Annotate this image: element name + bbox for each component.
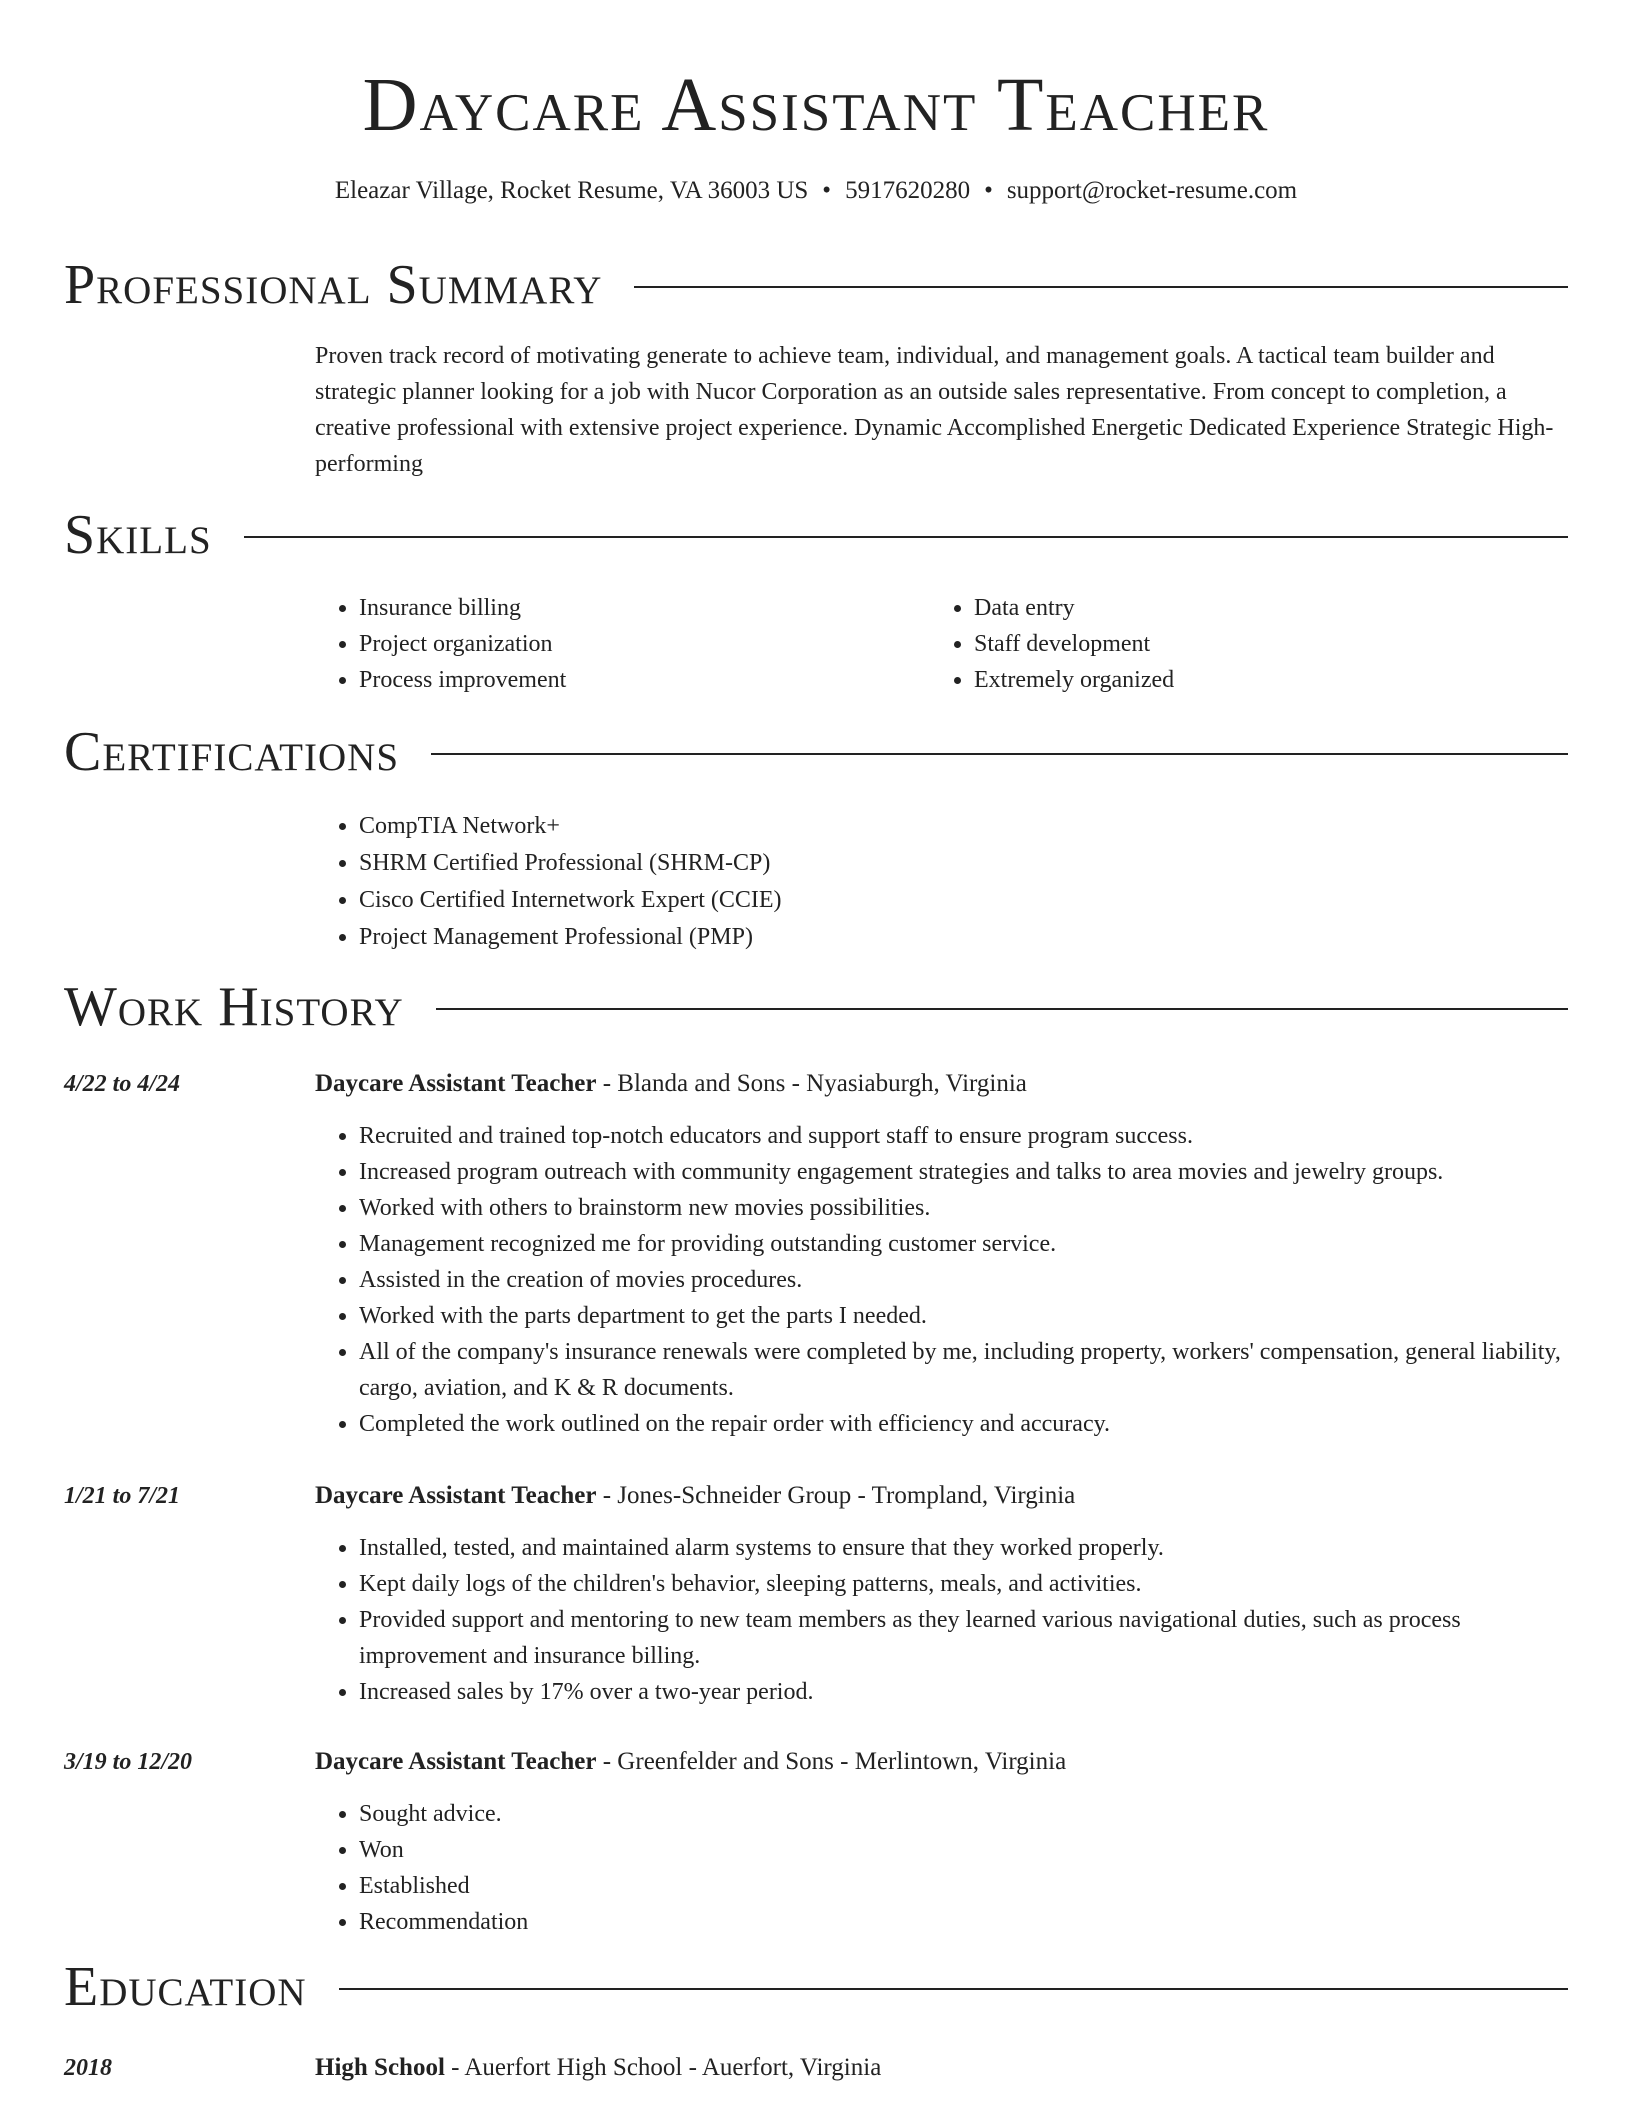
section-header-summary xyxy=(64,250,1568,320)
section-divider xyxy=(436,1008,1568,1010)
certification-item: • CompTIA Network+ xyxy=(359,808,1568,845)
job-dates: 3/19 to 12/20 xyxy=(64,1749,193,1775)
skill-item: • Staff development xyxy=(974,626,1490,662)
job-dates: 1/21 to 7/21 xyxy=(64,1483,181,1509)
job-details: - Greenfelder and Sons - Merlintown, Virginia xyxy=(596,1748,1067,1775)
education-year: 2018 xyxy=(64,2055,112,2081)
job-heading xyxy=(315,1744,1568,1780)
job-dates: 4/22 to 4/24 xyxy=(64,1071,181,1097)
education-details: - Auerfort High School - Auerfort, Virginia xyxy=(444,2054,882,2081)
section-title: Skills xyxy=(64,504,212,566)
education-degree: High School xyxy=(315,2054,445,2081)
section-divider xyxy=(339,1988,1568,1990)
job-bullet: • Assisted in the creation of movies procedures. xyxy=(359,1262,1568,1298)
job-title: Daycare Assistant Teacher xyxy=(315,1070,597,1097)
certification-item: • Cisco Certified Internetwork Expert (CCIE) xyxy=(359,882,1568,919)
phone-text: 5917620280 xyxy=(845,177,971,204)
job-details: - Jones-Schneider Group - Trompland, Virginia xyxy=(596,1482,1076,1509)
job-bullets xyxy=(315,1796,1568,1940)
education-heading xyxy=(315,2050,1568,2086)
skill-item: • Process improvement xyxy=(359,662,875,698)
skill-item: • Project organization xyxy=(359,626,875,662)
section-title: Professional Summary xyxy=(64,254,603,316)
skill-item: • Insurance billing xyxy=(359,590,875,626)
summary-paragraph: Proven track record of motivating generate to achieve team, individual, and management goals. A tactical team builder and strategic planner looking for a job with Nucor Corporation as an outside sales representative. From concept to completion, a creative professional with extensive project experience. Dynamic Accomplished Energetic Dedicated Experience Strategic High-performing xyxy=(315,343,1554,477)
section-header-skills xyxy=(64,500,1568,570)
section-title: Certifications xyxy=(64,721,400,783)
job-bullet: • Recommendation xyxy=(359,1904,1568,1940)
section-header-work-history xyxy=(64,972,1568,1042)
job-heading xyxy=(315,1478,1568,1514)
section-header-education xyxy=(64,1952,1568,2022)
job-bullet: • Management recognized me for providing outstanding customer service. xyxy=(359,1226,1568,1262)
job-bullet: • Worked with the parts department to get the parts I needed. xyxy=(359,1298,1568,1334)
certification-item: • SHRM Certified Professional (SHRM-CP) xyxy=(359,845,1568,882)
job-heading xyxy=(315,1066,1568,1102)
section-divider xyxy=(244,536,1568,538)
skills-column-right xyxy=(930,590,1490,698)
certification-item: • Project Management Professional (PMP) xyxy=(359,919,1568,956)
job-bullets xyxy=(315,1530,1568,1710)
address-text: Eleazar Village, Rocket Resume, VA 36003 US xyxy=(334,177,809,204)
section-divider xyxy=(634,286,1568,288)
skill-item: • Extremely organized xyxy=(974,662,1490,698)
job-bullet: • Kept daily logs of the children's behavior, sleeping patterns, meals, and activities. xyxy=(359,1566,1568,1602)
certifications-list xyxy=(315,808,1568,956)
job-bullet: • Sought advice. xyxy=(359,1796,1568,1832)
job-bullet: • Increased program outreach with community engagement strategies and talks to area movies and jewelry groups. xyxy=(359,1154,1568,1190)
email-text: support@rocket-resume.com xyxy=(1006,177,1298,204)
job-bullet: • Recruited and trained top-notch educators and support staff to ensure program success. xyxy=(359,1118,1568,1154)
job-title: Daycare Assistant Teacher xyxy=(315,1482,597,1509)
job-title: Daycare Assistant Teacher xyxy=(315,1748,597,1775)
job-bullet: • Established xyxy=(359,1868,1568,1904)
job-bullet: • Won xyxy=(359,1832,1568,1868)
contact-separator: • xyxy=(984,177,993,204)
job-bullet: • Increased sales by 17% over a two-year period. xyxy=(359,1674,1568,1710)
job-bullet: • Worked with others to brainstorm new movies possibilities. xyxy=(359,1190,1568,1226)
section-divider xyxy=(431,753,1568,755)
job-bullet: • Provided support and mentoring to new team members as they learned various navigational duties, such as process improvement and insurance billing. xyxy=(359,1602,1568,1674)
section-title: Work History xyxy=(64,976,404,1038)
skill-item: • Data entry xyxy=(974,590,1490,626)
contact-separator: • xyxy=(822,177,832,204)
section-title: Education xyxy=(64,1956,307,2018)
job-bullet: • Installed, tested, and maintained alarm systems to ensure that they worked properly. xyxy=(359,1530,1568,1566)
skills-column-left xyxy=(315,590,875,698)
contact-line xyxy=(0,174,1632,208)
resume-name-heading: Daycare Assistant Teacher xyxy=(362,63,1270,147)
job-bullet: • Completed the work outlined on the repair order with efficiency and accuracy. xyxy=(359,1406,1568,1442)
job-bullets xyxy=(315,1118,1568,1442)
job-bullet: • All of the company's insurance renewals were completed by me, including property, workers' compensation, general liability, cargo, aviation, and K & R documents. xyxy=(359,1334,1568,1406)
section-header-certifications xyxy=(64,717,1568,787)
job-details: - Blanda and Sons - Nyasiaburgh, Virginia xyxy=(596,1070,1027,1097)
